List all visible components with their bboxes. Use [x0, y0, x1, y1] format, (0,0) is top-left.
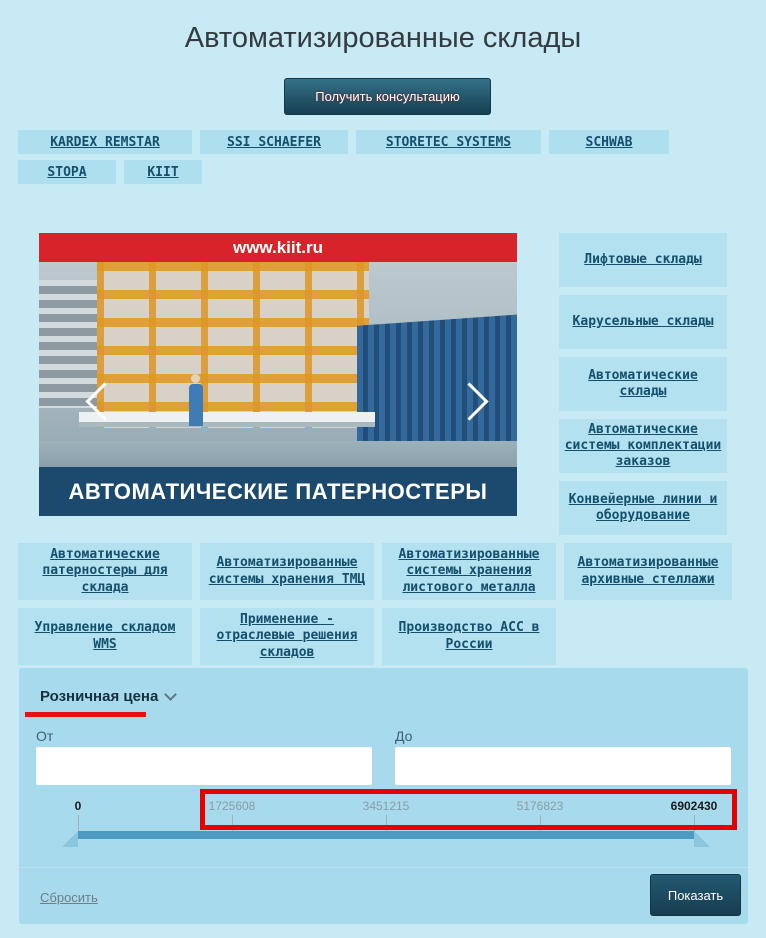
slider-scale-label-4: 6902430 [670, 799, 718, 813]
price-from-input[interactable] [36, 747, 372, 785]
brand-link-kardex-remstar[interactable] [18, 130, 192, 154]
slider-tick [386, 815, 387, 832]
brand-link-label: KARDEX REMSTAR [50, 134, 160, 150]
slider-scale-label-0: 0 [74, 799, 82, 813]
annotation-red-underline [25, 712, 146, 717]
brand-link-kiit[interactable] [124, 160, 202, 184]
grid-item-label: Применение - отраслевые решения складов [216, 612, 358, 660]
slider-tick [78, 815, 79, 832]
photo-conveyor [79, 412, 375, 422]
sidebar-category-links [559, 233, 727, 543]
sidebar-item-label: Автоматические системы комплектации заказов [564, 421, 722, 470]
brand-link-label: STOPA [47, 164, 87, 180]
photo-pipe-racks [39, 280, 97, 408]
brand-link-label: STORETEC SYSTEMS [385, 134, 512, 150]
brand-link-schwab[interactable] [549, 130, 669, 154]
chevron-down-icon [164, 688, 177, 701]
sidebar-item-label: Конвейерные линии и оборудование [568, 491, 718, 523]
show-button[interactable]: Показать [650, 874, 741, 916]
from-label: От [36, 728, 54, 744]
slider-tick [694, 815, 695, 832]
grid-item-sheet-metal-storage[interactable] [382, 543, 556, 600]
grid-item-archive-racks[interactable] [564, 543, 732, 600]
sidebar-item-label: Карусельные склады [572, 313, 714, 329]
grid-item-wms[interactable] [18, 608, 192, 665]
carousel-caption: АВТОМАТИЧЕСКИЕ ПАТЕРНОСТЕРЫ [39, 467, 517, 516]
brand-link-ssi-schaefer[interactable] [200, 130, 348, 154]
slider-tick [232, 815, 233, 832]
brand-link-label: SSI SCHAEFER [227, 134, 321, 150]
photo-storage-rack [97, 262, 369, 428]
sidebar-item-label: Лифтовые склады [584, 251, 702, 267]
grid-item-label: Управление складом WMS [34, 620, 176, 652]
grid-item-industry-solutions[interactable] [200, 608, 374, 665]
grid-item-label: Автоматические патерностеры для склада [42, 547, 168, 595]
page-title: Автоматизированные склады [184, 22, 582, 54]
brand-link-label: SCHWAB [585, 134, 633, 150]
slider-tick [540, 815, 541, 832]
price-slider-track[interactable] [78, 831, 694, 839]
filter-title-label: Розничная цена [40, 688, 159, 705]
sidebar-item-carousel-warehouses[interactable] [559, 295, 727, 349]
sidebar-item-label: Автоматические склады [588, 367, 698, 399]
sidebar-item-order-picking-systems[interactable] [559, 419, 727, 473]
price-to-input[interactable] [395, 747, 731, 785]
to-label: До [395, 728, 413, 744]
sidebar-item-automatic-warehouses[interactable] [559, 357, 727, 411]
grid-item-paternosters[interactable] [18, 543, 192, 600]
get-consultation-button[interactable]: Получить консультацию [284, 78, 491, 115]
sidebar-item-lift-warehouses[interactable] [559, 233, 727, 287]
slider-scale-label-2: 3451215 [362, 799, 410, 813]
grid-item-label: Производство АСС в России [398, 620, 540, 652]
sidebar-item-conveyor-lines[interactable] [559, 481, 727, 535]
brand-links-row-1 [18, 130, 669, 154]
grid-item-acc-production-russia[interactable] [382, 608, 556, 665]
grid-item-label: Автоматизированные системы хранения листового металла [398, 547, 540, 595]
photo-floor [39, 441, 517, 467]
slider-scale-label-1: 1725608 [208, 799, 256, 813]
grid-item-storage-systems-tmc[interactable] [200, 543, 374, 600]
slider-handle-left[interactable] [62, 831, 78, 847]
price-filter-panel [19, 668, 748, 924]
carousel-photo [39, 262, 517, 467]
brand-links-row-2 [18, 160, 202, 184]
slider-handle-right[interactable] [694, 831, 710, 847]
grid-item-label: Автоматизированные архивные стеллажи [577, 555, 719, 587]
slider-scale-label-3: 5176823 [516, 799, 564, 813]
panel-divider [19, 867, 748, 868]
carousel-red-banner: www.kiit.ru [39, 233, 517, 262]
grid-item-label: Автоматизированные системы хранения ТМЦ [208, 555, 366, 587]
photo-worker [189, 384, 203, 426]
image-carousel [39, 233, 517, 516]
reset-link[interactable]: Сбросить [40, 890, 98, 905]
category-link-grid [18, 543, 732, 665]
brand-link-label: KIIT [147, 164, 179, 180]
brand-link-stopa[interactable] [18, 160, 116, 184]
brand-link-storetec-systems[interactable] [356, 130, 541, 154]
filter-title-retail-price[interactable] [40, 688, 175, 705]
